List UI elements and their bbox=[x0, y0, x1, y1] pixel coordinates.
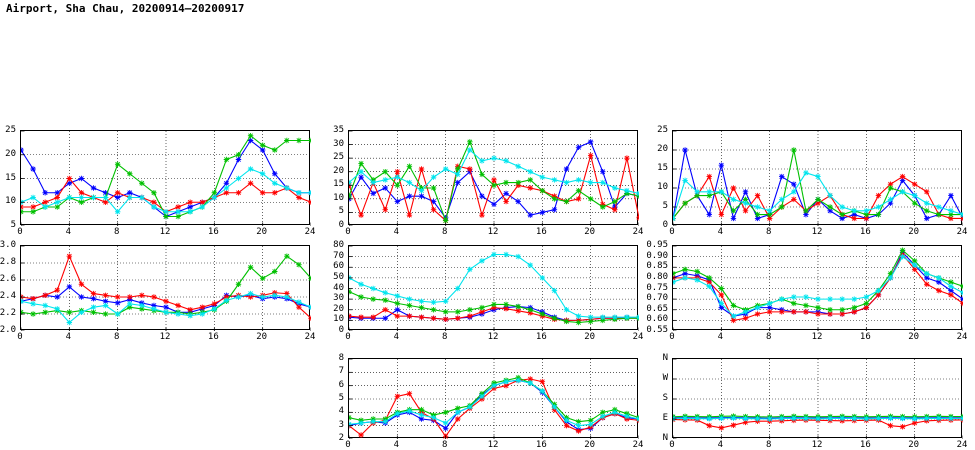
series-fsp-s4 bbox=[673, 170, 963, 221]
x-tick-label: 4 bbox=[393, 440, 400, 450]
y-tick-label: 6 bbox=[338, 379, 344, 390]
x-tick-label: 20 bbox=[256, 227, 268, 237]
y-tick-label: 50 bbox=[333, 271, 344, 282]
x-tick-label: 12 bbox=[811, 440, 823, 450]
x-tick-label: 8 bbox=[765, 332, 772, 342]
y-tick-label: 0 bbox=[662, 220, 668, 230]
y-tick-label: 15 bbox=[657, 163, 668, 173]
y-tick-label: 3.0 bbox=[0, 240, 16, 250]
y-tick-label: 15 bbox=[333, 179, 344, 190]
series-co-s2 bbox=[673, 252, 963, 323]
y-tick-label: 2 bbox=[338, 433, 344, 443]
x-tick-label: 8 bbox=[441, 440, 448, 450]
y-tick-label: 5 bbox=[662, 201, 668, 211]
y-tick-label: 20 bbox=[333, 165, 344, 176]
plot-area-wind_dir bbox=[672, 358, 962, 438]
y-tick-label: 20 bbox=[657, 144, 668, 154]
x-tick-label: 16 bbox=[535, 332, 547, 342]
y-tick-label: 70 bbox=[333, 250, 344, 261]
x-tick-label: 0 bbox=[17, 332, 23, 342]
x-tick-label: 24 bbox=[632, 227, 644, 237]
y-tick-label: 25 bbox=[657, 125, 668, 135]
x-tick-label: 4 bbox=[393, 332, 400, 342]
y-tick-label: 0.70 bbox=[646, 293, 668, 304]
y-tick-label: 2.4 bbox=[0, 291, 16, 301]
x-tick-label: 16 bbox=[207, 227, 219, 237]
series-no2-s2 bbox=[21, 176, 311, 215]
x-tick-label: 12 bbox=[487, 332, 499, 342]
x-tick-label: 12 bbox=[811, 227, 823, 237]
x-tick-label: 20 bbox=[256, 332, 268, 342]
y-tick-label: 0.60 bbox=[646, 314, 668, 325]
x-tick-label: 8 bbox=[113, 227, 120, 237]
y-tick-label: 0 bbox=[338, 220, 344, 230]
x-tick-label: 8 bbox=[765, 227, 772, 237]
y-tick-label: 0.95 bbox=[646, 240, 668, 250]
x-tick-label: 20 bbox=[908, 440, 920, 450]
x-tick-label: 20 bbox=[584, 227, 596, 237]
y-tick-label: 3 bbox=[338, 419, 344, 430]
y-tick-label: 2.2 bbox=[0, 308, 16, 318]
x-tick-label: 4 bbox=[717, 332, 724, 342]
x-tick-label: 4 bbox=[65, 332, 72, 342]
y-tick-label: 40 bbox=[333, 282, 344, 293]
x-tick-label: 0 bbox=[345, 440, 351, 450]
plot-area-no2 bbox=[20, 130, 310, 225]
x-tick-label: 0 bbox=[345, 227, 351, 237]
x-tick-label: 0 bbox=[17, 227, 23, 237]
y-tick-label: 35 bbox=[333, 125, 344, 135]
x-tick-label: 24 bbox=[956, 440, 968, 450]
y-tick-label: 80 bbox=[333, 240, 344, 250]
y-tick-label: 5 bbox=[10, 220, 16, 230]
x-tick-label: 4 bbox=[393, 227, 400, 237]
x-tick-label: 24 bbox=[632, 332, 644, 342]
y-tick-label: 0.75 bbox=[646, 282, 668, 293]
y-tick-label: 20 bbox=[333, 303, 344, 314]
page-title: Airport, Sha Chau, 20200914–20200917 bbox=[6, 2, 245, 15]
y-tick-label: 10 bbox=[333, 314, 344, 325]
y-tick-label: 0 bbox=[338, 325, 344, 335]
x-tick-label: 12 bbox=[159, 332, 171, 342]
y-tick-label: 10 bbox=[333, 192, 344, 203]
y-tick-label: 0.85 bbox=[646, 261, 668, 272]
x-tick-label: 16 bbox=[859, 227, 871, 237]
y-tick-label: 15 bbox=[5, 172, 16, 183]
x-tick-label: 20 bbox=[908, 332, 920, 342]
y-tick-label: 60 bbox=[333, 261, 344, 272]
y-tick-label: 8 bbox=[338, 353, 344, 363]
x-tick-label: 12 bbox=[159, 227, 171, 237]
y-tick-label: 2.0 bbox=[0, 325, 16, 335]
x-tick-label: 8 bbox=[441, 332, 448, 342]
x-tick-label: 24 bbox=[304, 227, 316, 237]
y-tick-label: 30 bbox=[333, 293, 344, 304]
plot-area-co bbox=[672, 245, 962, 330]
y-tick-label: 7 bbox=[338, 366, 344, 377]
y-tick-label: 5 bbox=[338, 393, 344, 403]
y-tick-label: N bbox=[662, 433, 668, 443]
y-tick-label: 30 bbox=[333, 138, 344, 149]
x-tick-label: 24 bbox=[956, 332, 968, 342]
y-tick-label: 10 bbox=[5, 196, 16, 207]
x-tick-label: 0 bbox=[669, 227, 675, 237]
y-tick-label: 0.90 bbox=[646, 250, 668, 261]
y-tick-label: 2.8 bbox=[0, 257, 16, 267]
x-tick-label: 16 bbox=[859, 440, 871, 450]
y-tick-label: 0.80 bbox=[646, 271, 668, 282]
plot-area-fsp bbox=[672, 130, 962, 225]
y-tick-label: 25 bbox=[5, 125, 16, 135]
x-tick-label: 16 bbox=[535, 440, 547, 450]
y-tick-label: 0.55 bbox=[646, 325, 668, 335]
y-tick-label: 4 bbox=[338, 406, 344, 417]
plot-area-wind_spd bbox=[348, 358, 638, 438]
y-tick-label: W bbox=[662, 373, 668, 383]
x-tick-label: 12 bbox=[811, 332, 823, 342]
plot-area-rsp bbox=[348, 130, 638, 225]
x-tick-label: 24 bbox=[304, 332, 316, 342]
y-tick-label: E bbox=[662, 413, 668, 423]
plot-area-so2 bbox=[20, 245, 310, 330]
x-tick-label: 12 bbox=[487, 227, 499, 237]
y-tick-label: 25 bbox=[333, 152, 344, 163]
x-tick-label: 8 bbox=[765, 440, 772, 450]
y-tick-label: 0.65 bbox=[646, 303, 668, 314]
y-tick-label: 20 bbox=[5, 148, 16, 159]
y-tick-label: S bbox=[662, 393, 668, 403]
x-tick-label: 20 bbox=[584, 332, 596, 342]
x-tick-label: 0 bbox=[345, 332, 351, 342]
x-tick-label: 20 bbox=[584, 440, 596, 450]
plot-area-o3 bbox=[348, 245, 638, 330]
x-tick-label: 4 bbox=[717, 227, 724, 237]
x-tick-label: 8 bbox=[441, 227, 448, 237]
x-tick-label: 16 bbox=[859, 332, 871, 342]
series-wind_spd-s4 bbox=[349, 378, 639, 429]
x-tick-label: 4 bbox=[717, 440, 724, 450]
x-tick-label: 16 bbox=[207, 332, 219, 342]
y-tick-label: 5 bbox=[338, 206, 344, 217]
x-tick-label: 0 bbox=[669, 440, 675, 450]
y-tick-label: N bbox=[662, 353, 668, 363]
x-tick-label: 12 bbox=[487, 440, 499, 450]
y-tick-label: 2.6 bbox=[0, 274, 16, 284]
x-tick-label: 4 bbox=[65, 227, 72, 237]
x-tick-label: 16 bbox=[535, 227, 547, 237]
x-tick-label: 8 bbox=[113, 332, 120, 342]
x-tick-label: 20 bbox=[908, 227, 920, 237]
x-tick-label: 24 bbox=[956, 227, 968, 237]
x-tick-label: 0 bbox=[669, 332, 675, 342]
y-tick-label: 10 bbox=[657, 182, 668, 192]
x-tick-label: 24 bbox=[632, 440, 644, 450]
